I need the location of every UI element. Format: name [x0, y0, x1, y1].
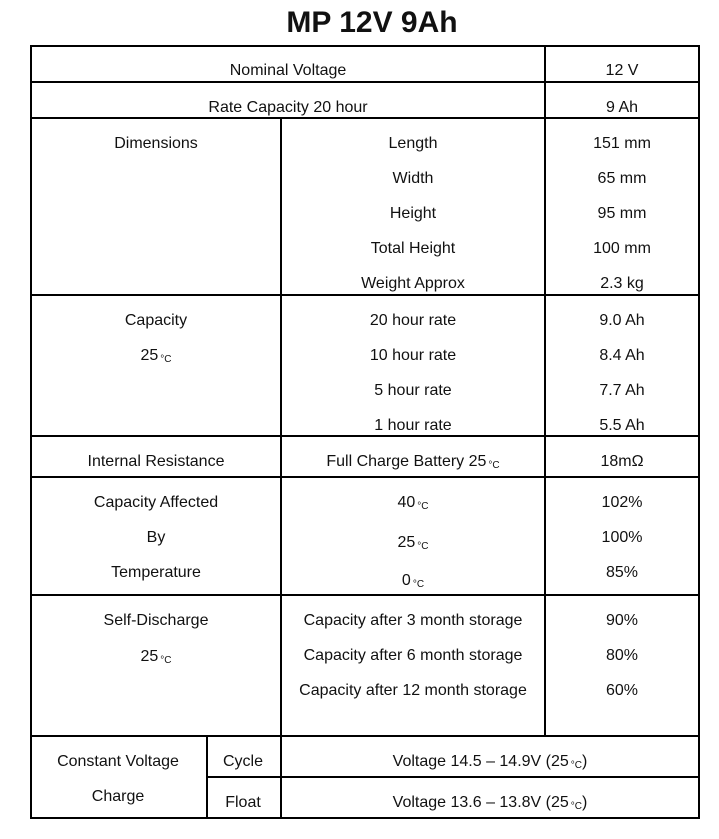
table-border-bottom: [30, 817, 700, 819]
dimension-name: Total Height: [370, 240, 456, 257]
self-discharge-value: 80%: [605, 647, 639, 664]
dimension-value: 65 mm: [597, 170, 647, 187]
column-divider: [544, 45, 546, 737]
temperature-point: 40 °C: [397, 494, 429, 512]
row-divider: [30, 735, 700, 737]
temperature-label-line: Temperature: [111, 564, 201, 581]
float-label: Float: [225, 794, 261, 811]
temperature-label-line: By: [146, 529, 166, 546]
capacity-rate: 20 hour rate: [369, 312, 457, 329]
table-border-right: [698, 45, 700, 819]
nominal-voltage-value: 12 V: [605, 62, 639, 79]
dimension-value: 95 mm: [597, 205, 647, 222]
self-discharge-temp: 25 °C: [140, 648, 172, 666]
float-voltage-value: Voltage 13.6 – 13.8V (25 °C): [392, 794, 588, 812]
capacity-rate: 5 hour rate: [374, 382, 452, 399]
row-divider: [30, 81, 700, 83]
row-divider: [30, 476, 700, 478]
internal-resistance-label: Internal Resistance: [87, 453, 225, 470]
capacity-rate: 10 hour rate: [369, 347, 457, 364]
constant-voltage-label-line: Constant Voltage: [57, 753, 179, 770]
self-discharge-value: 90%: [605, 612, 639, 629]
temperature-point: 25 °C: [397, 534, 429, 552]
capacity-value: 7.7 Ah: [599, 382, 645, 399]
dimension-name: Width: [392, 170, 434, 187]
column-divider: [280, 117, 282, 819]
table-border-top: [30, 45, 700, 47]
row-divider: [30, 294, 700, 296]
constant-voltage-label-line: Charge: [91, 788, 145, 805]
rate-capacity-value: 9 Ah: [605, 99, 639, 116]
capacity-temp: 25 °C: [140, 347, 172, 365]
temperature-capacity-value: 85%: [605, 564, 639, 581]
dimension-name: Height: [389, 205, 437, 222]
self-discharge-value: 60%: [605, 682, 639, 699]
capacity-value: 5.5 Ah: [599, 417, 645, 434]
dimension-value: 151 mm: [593, 135, 651, 152]
cycle-voltage-value: Voltage 14.5 – 14.9V (25 °C): [392, 753, 588, 771]
nominal-voltage-label: Nominal Voltage: [229, 62, 347, 79]
rate-capacity-label: Rate Capacity 20 hour: [208, 99, 368, 116]
internal-resistance-value: 18mΩ: [600, 453, 644, 470]
temperature-capacity-value: 102%: [601, 494, 643, 511]
self-discharge-condition: Capacity after 6 month storage: [303, 647, 523, 664]
capacity-value: 8.4 Ah: [599, 347, 645, 364]
dimension-value: 2.3 kg: [600, 275, 644, 292]
dimensions-label: Dimensions: [114, 135, 198, 152]
dimension-name: Length: [388, 135, 438, 152]
internal-resistance-condition: Full Charge Battery 25 °C: [326, 453, 500, 471]
column-divider: [206, 735, 208, 819]
self-discharge-condition: Capacity after 12 month storage: [299, 682, 527, 699]
row-divider: [30, 594, 700, 596]
temperature-point: 0 °C: [401, 572, 425, 590]
capacity-label: Capacity: [124, 312, 188, 329]
capacity-rate: 1 hour rate: [374, 417, 452, 434]
self-discharge-condition: Capacity after 3 month storage: [303, 612, 523, 629]
self-discharge-label: Self-Discharge: [103, 612, 209, 629]
dimension-value: 100 mm: [593, 240, 651, 257]
temperature-capacity-value: 100%: [601, 529, 643, 546]
table-border-left: [30, 45, 32, 819]
temperature-label-line: Capacity Affected: [93, 494, 219, 511]
capacity-value: 9.0 Ah: [599, 312, 645, 329]
cycle-label: Cycle: [222, 753, 264, 770]
page-title: MP 12V 9Ah: [286, 6, 458, 39]
dimension-name: Weight Approx: [361, 275, 465, 292]
